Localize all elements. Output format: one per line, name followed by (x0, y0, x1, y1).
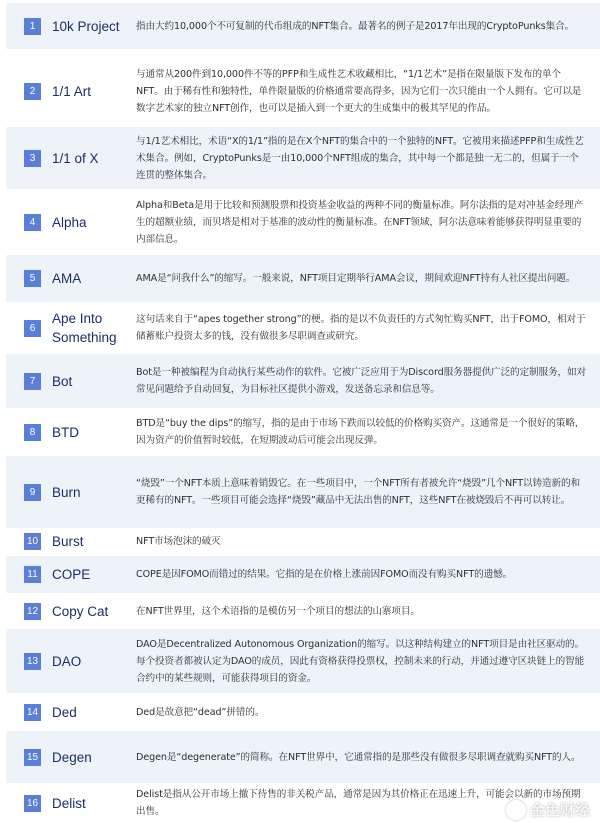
glossary-row (6, 354, 600, 408)
term-description: Bot是一种被编程为自动执行某些动作的软件。它被广泛应用于为Discord服务器提供广泛的定制服务，如对常见问题给予自动回复，为目标社区提供小游戏，发送备忘录和信息等。 (136, 367, 587, 395)
row-number-badge: 7 (24, 373, 41, 390)
term-description: AMA是“问我什么”的缩写。一般来说，NFT项目定期举行AMA会议，期间欢迎NFT持有人社区提出问题。 (136, 273, 576, 284)
term-label: Ded (52, 704, 77, 720)
term-description: 在NFT世界里，这个术语指的是模仿另一个项目的想法的山寨项目。 (136, 605, 420, 617)
term-description: 指由大约10,000个不可复制的代币组成的NFT集合。最著名的例子是2017年出现的CryptoPunks集合。 (136, 20, 575, 32)
term-label: Alpha (52, 214, 87, 230)
glossary-row (6, 693, 600, 731)
row-number-badge: 2 (24, 83, 41, 100)
term-description: 与通常从200件到10,000件不等的PFP和生成性艺术收藏相比，“1/1艺术”是指在限量版下发布的单个NFT。由于稀有性和独特性，单件限量版的价格通常要高得多，因为它们一次只能由一个人拥有。它可以是数字艺术家的独立NFT创作，也可以是插入到一个更大的生成集中的极其罕见的作品。 (136, 68, 582, 114)
row-number-badge: 13 (24, 653, 41, 670)
term-description: Alpha和Beta是用于比较和预测股票和投资基金收益的两种不同的衡量标准。阿尔法指的是对冲基金经理产生的超额业绩，而贝塔是相对于基准的波动性的衡量标准。在NFT领域，阿尔法意味着能够获得明显重要的内部信息。 (136, 199, 584, 245)
term-description: Delist是指从公开市场上撤下待售的非关税产品，通常是因为其价格正在迅速上升，可能会以新的市场预期出售。 (136, 789, 581, 817)
glossary-row (6, 629, 600, 693)
row-number-badge: 10 (24, 533, 41, 550)
row-number-badge: 14 (24, 704, 41, 721)
row-number-badge: 12 (24, 603, 41, 620)
glossary-row (6, 408, 600, 456)
row-number-badge: 6 (24, 320, 41, 337)
term-description: NFT市场泡沫的破灭 (136, 535, 221, 547)
watermark (506, 799, 590, 820)
term-label: COPE (52, 567, 91, 582)
row-number-badge: 5 (24, 270, 41, 287)
term-description: Ded是故意把“dead”拼错的。 (136, 706, 265, 718)
glossary-row (6, 731, 600, 783)
row-number-badge: 16 (24, 795, 41, 812)
term-label: 10k Project (52, 18, 120, 34)
glossary-row (6, 456, 600, 528)
term-label: Delist (52, 795, 86, 811)
term-description: DAO是Decentralized Autonomous Organization的缩写。以这种结构建立的NFT项目是由社区驱动的。每个投资者都被认定为DAO的成员，因此有资格获得投票权，控制未来的行动，并通过遵守区块链上的智能合约中的某些规则，可能获得项目的资金。 (136, 638, 585, 684)
term-description: 与1/1艺术相比，术语“X的1/1”指的是在X个NFT的集合中的一个独特的NFT。它被用来描述PFP和生成性艺术集合。例如，CryptoPunks是一由10,000个NFT组成的集合，其中每一个都是独一无二的，但属于一个连贯的整体集合。 (136, 135, 584, 181)
term-label: 1/1 Art (52, 83, 92, 99)
row-number-badge: 3 (24, 150, 41, 167)
row-number-badge: 15 (24, 749, 41, 766)
row-number-badge: 9 (24, 484, 41, 501)
term-label: Bot (52, 373, 73, 389)
watermark-logo-icon (506, 800, 526, 820)
term-label: BTD (52, 424, 79, 440)
term-label: AMA (52, 271, 82, 286)
term-label: Degen (52, 749, 92, 765)
glossary-row (6, 302, 600, 354)
row-number-badge: 4 (24, 214, 41, 231)
term-label: Ape Into Something (52, 311, 117, 345)
term-label: 1/1 of X (52, 150, 99, 166)
glossary-row (6, 3, 600, 49)
watermark-text: 金色财经 (529, 801, 590, 819)
glossary-row (6, 528, 600, 554)
row-number-badge: 8 (24, 424, 41, 441)
term-description: Degen是“degenerate”的简称。在NFT世界中，它通常指的是那些没有做很多尽职调查就购买NFT的人。 (136, 751, 581, 763)
glossary-row (6, 556, 600, 593)
glossary-row (6, 55, 600, 127)
glossary-row (6, 189, 600, 255)
term-label: Burst (52, 533, 84, 549)
glossary-row (6, 127, 600, 189)
term-description: “烧毁”一个NFT本质上意味着销毁它。在一些项目中，一个NFT所有者被允许“烧毁”几个NFT以铸造新的和更稀有的NFT。一些项目可能会选择“烧毁”藏品中无法出售的NFT，这些NFT在被烧毁后不再可以转让。 (136, 478, 580, 506)
term-description: BTD是“buy the dips”的缩写，指的是由于市场下跌而以较低的价格购买资产。这通常是一个很好的策略，因为资产的价值暂时较低，在短期波动后可能会出现反弹。 (136, 418, 585, 446)
glossary-row (6, 255, 600, 302)
term-description: 这句话来自于“apes together strong”的梗。指的是以不负责任的方式匆忙购买NFT，出于FOMO，相对于储蓄账户投资太多的钱，没有做很多尽职调查或研究。 (136, 314, 586, 342)
row-number-badge: 11 (24, 566, 41, 583)
term-description: COPE是因FOMO而错过的结果。它指的是在价格上涨前因FOMO而没有购买NFT的遗憾。 (136, 569, 513, 580)
term-label: Copy Cat (52, 603, 109, 619)
term-label: Burn (52, 484, 81, 500)
glossary-row (6, 593, 600, 629)
row-number-badge: 1 (24, 18, 41, 35)
term-label: DAO (52, 653, 82, 669)
